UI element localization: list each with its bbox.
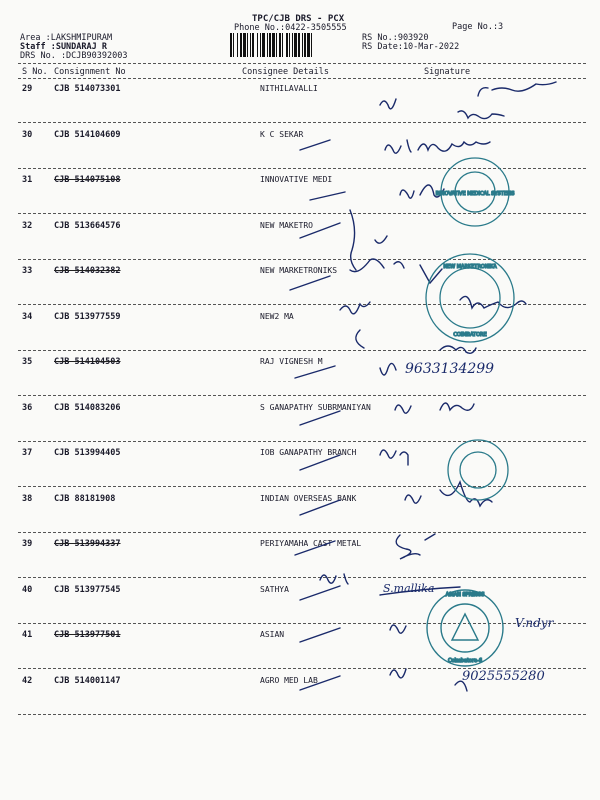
row-sno: 35 (22, 357, 33, 367)
row-divider (18, 532, 586, 533)
svg-text:Coimbatore-6: Coimbatore-6 (447, 658, 483, 664)
row-divider (18, 168, 586, 169)
row-sno: 41 (22, 630, 33, 640)
row-consignment: CJB 513664576 (54, 220, 121, 231)
svg-text:NEW MARKETRONIKA: NEW MARKETRONIKA (443, 264, 497, 270)
staff-label: Staff :SUNDARAJ R (20, 42, 107, 52)
col-consignee: Consignee Details (242, 67, 329, 77)
row-consignee: SATHYA (260, 584, 289, 594)
barcode-bar (312, 33, 314, 57)
row-consignment: CJB 514032382 (54, 266, 121, 276)
col-consignment: Consignment No (54, 67, 126, 77)
col-sno: S No. (22, 67, 48, 77)
row-sno: 33 (22, 266, 33, 276)
row-consignment: CJB 514083206 (54, 402, 121, 413)
row-divider (18, 213, 586, 214)
handwritten-phone-35: 9633134299 (405, 361, 495, 377)
row-sno: 34 (22, 311, 33, 322)
row-divider (18, 623, 586, 624)
sheet-title: TPC/CJB DRS - PCX (252, 14, 345, 24)
row-consignee: INNOVATIVE MEDI (260, 175, 333, 184)
row-consignee: S GANAPATHY SUBRMANIYAN (260, 402, 371, 412)
row-sno: 40 (22, 584, 33, 595)
row-sno: 42 (22, 675, 33, 686)
area-label: Area :LAKSHMIPURAM (20, 33, 113, 43)
row-sno: 31 (22, 175, 33, 185)
row-divider (18, 577, 586, 578)
row-consignee: INDIAN OVERSEAS BANK (260, 493, 357, 503)
row-consignee: NEW2 MA (260, 311, 294, 321)
row-consignment: CJB 513977545 (54, 584, 121, 595)
row-sno: 36 (22, 402, 33, 413)
row-sno: 38 (22, 493, 33, 504)
row-consignment: CJB 513977559 (54, 311, 121, 322)
row-consignee: NEW MAKETRO (260, 220, 313, 230)
row-divider (18, 350, 586, 351)
row-consignment: CJB 514073301 (54, 84, 121, 94)
row-consignee: AGRO MED LAB (260, 675, 318, 685)
row-consignee: NITHILAVALLI (260, 84, 318, 93)
page-number: Page No.:3 (452, 22, 504, 32)
row-sno: 30 (22, 129, 33, 140)
row-sno: 29 (22, 84, 33, 94)
handwritten-name-40: S.mallika (383, 582, 435, 595)
row-consignee: NEW MARKETRONIKS (260, 266, 338, 275)
row-sno: 39 (22, 539, 33, 549)
row-consignee: K C SEKAR (260, 129, 304, 139)
row-consignment: CJB 513994337 (54, 539, 121, 549)
row-consignee: RAJ VIGNESH M (260, 357, 323, 366)
phone-number: Phone No.:0422-3505555 (234, 23, 347, 33)
row-consignment: CJB 513977501 (54, 630, 121, 640)
row-consignment: CJB 514104503 (54, 357, 121, 367)
row-divider (18, 395, 586, 396)
header-divider-top (18, 63, 586, 64)
row-divider (18, 441, 586, 442)
col-signature: Signature (424, 67, 471, 77)
row-consignment: CJB 513994405 (54, 448, 121, 458)
svg-text:COIMBATORE: COIMBATORE (453, 332, 487, 338)
row-sno: 32 (22, 220, 33, 231)
row-consignee: IOB GANAPATHY BRANCH (260, 448, 357, 457)
handwritten-phone-42: 9025555280 (462, 669, 545, 684)
barcode (230, 33, 355, 57)
row-consignment: CJB 514075108 (54, 175, 121, 185)
svg-text:INNOVATIVE MEDICAL SYSTEMS: INNOVATIVE MEDICAL SYSTEMS (435, 191, 515, 197)
row-divider (18, 259, 586, 260)
row-divider (18, 304, 586, 305)
drs-number: DRS No. :DCJB90392003 (20, 51, 128, 61)
handwritten-name-41: V.ndyr (515, 616, 554, 630)
row-divider (18, 122, 586, 123)
header-divider-bottom (18, 78, 586, 79)
row-consignment: CJB 514001147 (54, 675, 121, 686)
row-consignee: ASIAN (260, 630, 285, 639)
row-divider (18, 714, 586, 715)
row-consignee: PERIYAMAHA CAST METAL (260, 539, 362, 548)
row-sno: 37 (22, 448, 33, 458)
rs-number: RS No.:903920 (362, 33, 429, 43)
svg-text:ASIAN SPRINGS: ASIAN SPRINGS (445, 592, 485, 598)
row-consignment: CJB 514104609 (54, 129, 121, 140)
row-divider (18, 486, 586, 487)
row-consignment: CJB 88181908 (54, 493, 116, 504)
rs-date: RS Date:10-Mar-2022 (362, 42, 460, 52)
